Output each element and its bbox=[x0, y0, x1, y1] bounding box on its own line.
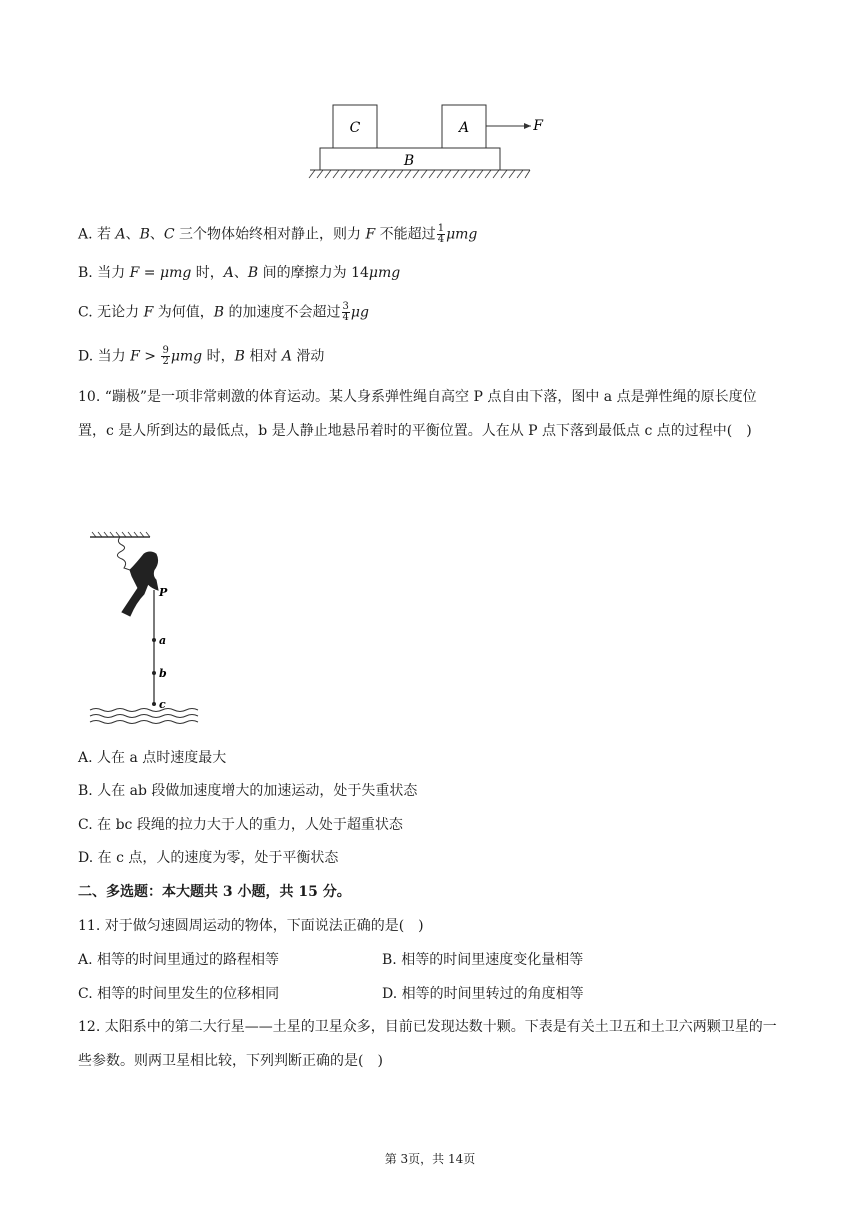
q9-option-b: B. 当力 F = μmg 时，A、B 间的摩擦力为 14μmg bbox=[78, 265, 401, 281]
block-diagram bbox=[305, 98, 545, 186]
label-b-point: b bbox=[159, 667, 167, 680]
q9-option-c: C. 无论力 F 为何值，B 的加速度不会超过 $\frac{3}{4}$ μg bbox=[78, 301, 369, 323]
label-c-point: c bbox=[159, 698, 166, 711]
page-footer: 第 3页，共 14页 bbox=[384, 1152, 476, 1166]
label-a: A bbox=[458, 120, 470, 136]
section-heading: 二、多选题：本大题共 3 小题，共 15 分。 bbox=[78, 884, 351, 900]
q10-option-d: D. 在 c 点，人的速度为零，处于平衡状态 bbox=[78, 850, 339, 866]
q11-option-d: D. 相等的时间里转过的角度相等 bbox=[382, 986, 584, 1002]
q12-stem: 12. 太阳系中的第二大行星——土星的卫星众多，目前已发现达数十颗。下表是有关土卫五和土卫六两颗卫星的一些参数。则两卫星相比较，下列判断正确的是( ) bbox=[78, 1019, 777, 1069]
label-c: C bbox=[349, 120, 361, 136]
q10-option-c: C. 在 bc 段绳的拉力大于人的重力，人处于超重状态 bbox=[78, 817, 403, 833]
q9-option-d: D. 当力 F > $\frac{9}{2}$ μmg 时，B 相对 A 滑动 bbox=[78, 345, 325, 367]
q11-option-c: C. 相等的时间里发生的位移相同 bbox=[78, 986, 280, 1002]
bungee-diagram bbox=[86, 530, 200, 726]
q10-option-b: B. 人在 ab 段做加速度增大的加速运动，处于失重状态 bbox=[78, 783, 418, 799]
label-p: P bbox=[159, 586, 168, 599]
label-f: F bbox=[533, 118, 543, 134]
q10-option-a: A. 人在 a 点时速度最大 bbox=[78, 750, 227, 766]
q11-option-a: A. 相等的时间里通过的路程相等 bbox=[78, 952, 280, 968]
q10-stem: 10. “蹦极”是一项非常刺激的体育运动。某人身系弹性绳自高空 P 点自由下落，图中 a 点是弹性绳的原长度位置，c 是人所到达的最低点，b 是人静止地悬吊着时的平衡位置。人在从 P 点下落到最低点 c 点的过程中( ) bbox=[78, 389, 757, 439]
q11-stem: 11. 对于做匀速圆周运动的物体，下面说法正确的是( ) bbox=[78, 918, 424, 934]
label-b: B bbox=[403, 153, 415, 169]
label-a-point: a bbox=[159, 634, 167, 647]
q11-option-b: B. 相等的时间里速度变化量相等 bbox=[382, 952, 584, 968]
q9-option-a: A. 若 A、B、C 三个物体始终相对静止，则力 F 不能超过 $\frac{1}{4}$ μmg bbox=[78, 223, 478, 245]
